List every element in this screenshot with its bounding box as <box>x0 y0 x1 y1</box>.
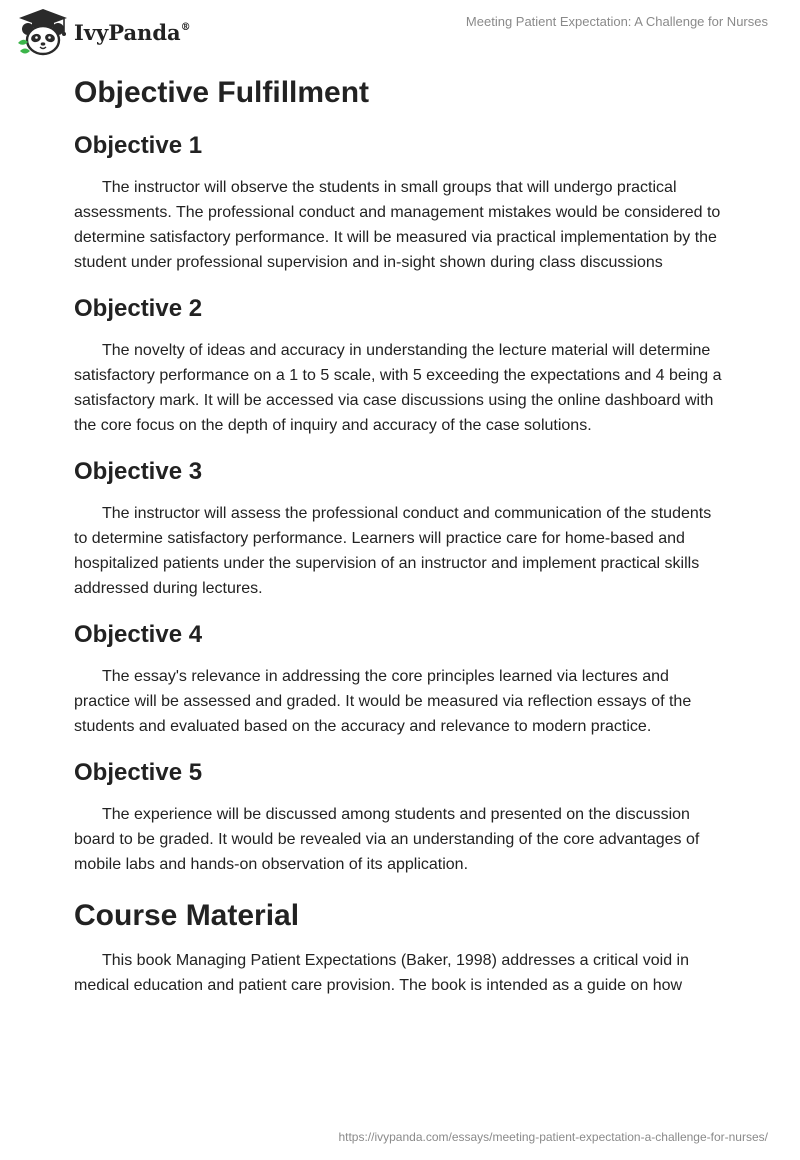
section-heading-objective-fulfillment: Objective Fulfillment <box>74 76 370 109</box>
objective-2-paragraph: The novelty of ideas and accuracy in understanding the lecture material will determine satisfactory performance on a 1 to 5 scale, with 5 exceeding the expectations and 4 being a satisfactory mark. It will be accessed via case discussions using the online dashboard with the core focus on the depth of inquiry and accuracy of the case solutions. <box>74 342 722 434</box>
objective-5-heading: Objective 5 <box>74 759 203 786</box>
panda-graduate-icon <box>14 7 72 57</box>
course-material-paragraph: This book Managing Patient Expectations (Baker, 1998) addresses a critical void in medical education and patient care provision. The book is intended as a guide on how <box>74 952 689 994</box>
objective-2-heading: Objective 2 <box>74 295 203 322</box>
objective-1-heading: Objective 1 <box>74 132 203 159</box>
ivypanda-logo[interactable] <box>14 7 191 57</box>
section-heading-course-material: Course Material <box>74 899 300 932</box>
logo-text: IvyPanda® <box>74 20 191 45</box>
objective-5-paragraph: The experience will be discussed among students and presented on the discussion board to be graded. It would be revealed via an understanding of the core advantages of mobile labs and hands-on observation of its application. <box>74 806 700 873</box>
document-title: Meeting Patient Expectation: A Challenge for Nurses <box>465 14 768 29</box>
objective-4-paragraph: The essay's relevance in addressing the core principles learned via lectures and practice will be assessed and graded. It would be measured via reflection essays of the students and evaluated based on the accuracy and relevance to modern practice. <box>74 668 692 735</box>
source-url[interactable]: https://ivypanda.com/essays/meeting-patient-expectation-a-challenge-for-nurses/ <box>338 1130 768 1144</box>
objective-3-heading: Objective 3 <box>74 458 203 485</box>
essay-content <box>74 64 726 998</box>
page-header <box>0 0 800 60</box>
objective-3-paragraph: The instructor will assess the professional conduct and communication of the students to determine satisfactory performance. Learners will practice care for home-based and hospitalized patients under the supervision of an instructor and implement practical skills addressed during lectures. <box>74 505 712 597</box>
objective-1-paragraph: The instructor will observe the students in small groups that will undergo practical assessments. The professional conduct and management mistakes would be considered to determine satisfactory performance. It will be measured via practical implementation by the student under professional supervision and in-sight shown during class discussions <box>74 179 721 271</box>
objective-4-heading: Objective 4 <box>74 621 203 648</box>
